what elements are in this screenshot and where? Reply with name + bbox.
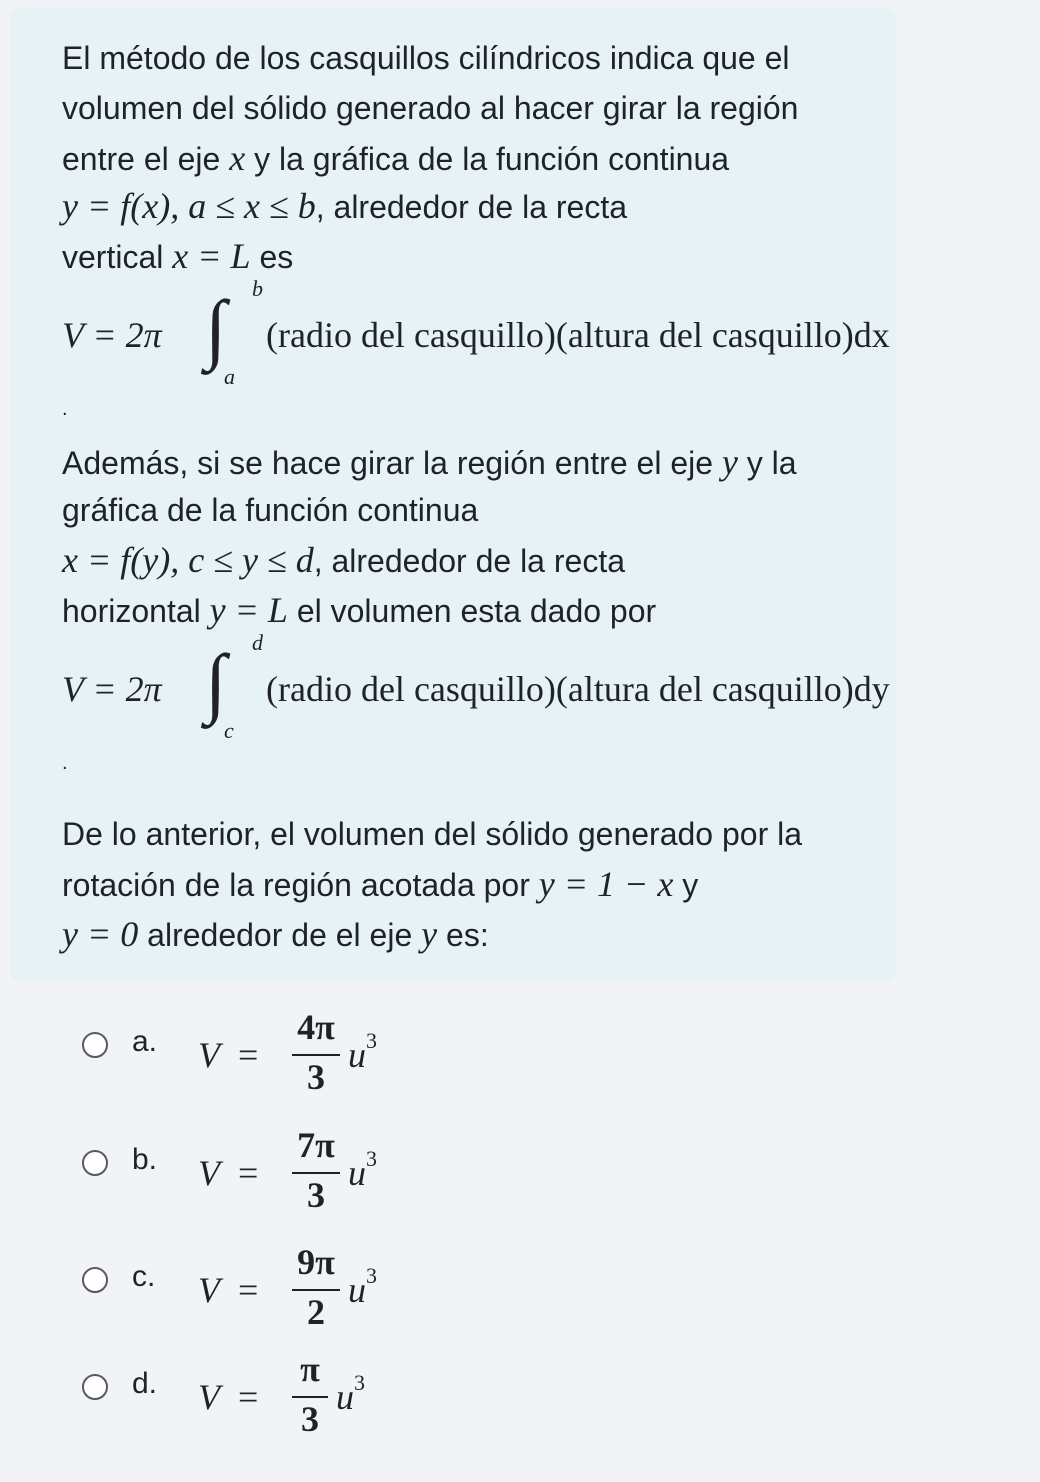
question-line	[62, 814, 802, 854]
unit-exponent: 3	[366, 1146, 377, 1171]
math-expression: y = L	[209, 590, 288, 630]
fraction-numerator: π	[300, 1349, 320, 1389]
equals-sign: =	[238, 1270, 259, 1310]
question-text: volumen del sólido generado al hacer girar la región	[62, 90, 799, 126]
question-line	[62, 442, 797, 483]
volume-symbol: V	[198, 1377, 220, 1417]
fraction-numerator: 9π	[297, 1242, 335, 1282]
math-expression: y = 0	[62, 914, 139, 954]
question-text: Además, si se hace girar la región entre el eje	[62, 445, 722, 481]
question-line	[62, 138, 729, 179]
question-line	[62, 490, 478, 530]
equals-sign: =	[238, 1035, 259, 1075]
equals-sign: =	[238, 1377, 259, 1417]
radio-button[interactable]	[82, 1267, 108, 1293]
unit	[348, 1263, 377, 1311]
question-line	[62, 236, 293, 277]
answer-letter: a.	[132, 1025, 158, 1058]
unit-exponent: 3	[354, 1370, 365, 1395]
upper-limit: b	[252, 276, 263, 301]
radio-button[interactable]	[82, 1150, 108, 1176]
question-line	[62, 88, 798, 128]
unit-base: u	[348, 1270, 366, 1310]
question-text: y la	[737, 445, 797, 481]
answer-option-a[interactable]	[80, 1007, 480, 1100]
answer-formula	[198, 1349, 458, 1442]
answer-formula	[198, 1125, 458, 1218]
question-text: es	[250, 239, 294, 275]
question-line	[62, 864, 698, 905]
question-line	[62, 914, 489, 955]
answer-option-c[interactable]	[80, 1242, 480, 1335]
question-text: es:	[437, 917, 489, 953]
question-text: El método de los casquillos cilíndricos indica que el	[62, 40, 790, 76]
answer-option-d[interactable]	[80, 1349, 480, 1442]
fraction-numerator: 7π	[297, 1125, 335, 1165]
integrand: (radio del casquillo)(altura del casquillo)dy	[266, 669, 890, 709]
question-text: y	[673, 867, 699, 903]
lower-limit: c	[224, 718, 234, 743]
integrand: (radio del casquillo)(altura del casquillo)dx	[266, 315, 890, 355]
unit	[348, 1146, 377, 1194]
radio-button[interactable]	[82, 1032, 108, 1058]
unit	[336, 1370, 365, 1418]
period: .	[62, 398, 68, 420]
math-variable: y	[421, 914, 438, 954]
fraction-denominator: 3	[307, 1057, 325, 1097]
answer-formula	[198, 1242, 458, 1335]
fraction-denominator: 3	[307, 1175, 325, 1215]
question-line	[62, 38, 790, 78]
question-text: , alrededor de la recta	[313, 543, 625, 579]
formula-lhs: V = 2π	[62, 315, 162, 355]
integral-sign-icon: ∫	[205, 284, 227, 371]
question-line	[62, 590, 656, 631]
question-text: gráfica de la función continua	[62, 492, 479, 528]
upper-limit: d	[252, 630, 263, 655]
radio-button[interactable]	[82, 1374, 108, 1400]
question-text: entre el eje	[62, 141, 230, 177]
question-line	[62, 540, 625, 581]
question-text: horizontal	[62, 593, 210, 629]
math-expression: y = 1 − x	[538, 864, 674, 904]
fraction-denominator: 3	[301, 1399, 319, 1439]
math-variable: x	[229, 138, 246, 178]
answer-option-b[interactable]	[80, 1125, 480, 1218]
math-expression: x = f(y), c ≤ y ≤ d	[62, 540, 314, 580]
question-text: De lo anterior, el volumen del sólido generado por la	[62, 816, 803, 852]
question-text: vertical	[62, 239, 173, 275]
unit	[348, 1028, 377, 1076]
lower-limit: a	[224, 364, 235, 389]
math-expression: x = L	[172, 236, 251, 276]
formula-lhs: V = 2π	[62, 669, 162, 709]
fraction-denominator: 2	[307, 1292, 325, 1332]
equals-sign: =	[238, 1153, 259, 1193]
fraction-numerator: 4π	[297, 1007, 335, 1047]
question-text: , alrededor de la recta	[315, 189, 628, 225]
volume-symbol: V	[198, 1153, 220, 1193]
unit-base: u	[348, 1035, 366, 1075]
unit-exponent: 3	[366, 1028, 377, 1053]
question-text: rotación de la región acotada por	[62, 867, 539, 903]
unit-exponent: 3	[366, 1263, 377, 1288]
question-text: alrededor de el eje	[138, 917, 422, 953]
question-text: el volumen esta dado por	[287, 593, 657, 629]
volume-symbol: V	[198, 1035, 220, 1075]
volume-symbol: V	[198, 1270, 220, 1310]
answer-letter: b.	[132, 1143, 158, 1176]
math-expression: y = f(x), a ≤ x ≤ b	[62, 186, 316, 226]
question-text: y la gráfica de la función continua	[245, 141, 730, 177]
unit-base: u	[348, 1153, 366, 1193]
math-variable: y	[721, 442, 738, 482]
answer-formula	[198, 1007, 458, 1100]
period: .	[62, 752, 68, 774]
unit-base: u	[336, 1377, 354, 1417]
answer-letter: d.	[132, 1367, 158, 1400]
question-line	[62, 186, 627, 227]
answer-letter: c.	[132, 1260, 156, 1293]
integral-sign-icon: ∫	[205, 638, 227, 725]
